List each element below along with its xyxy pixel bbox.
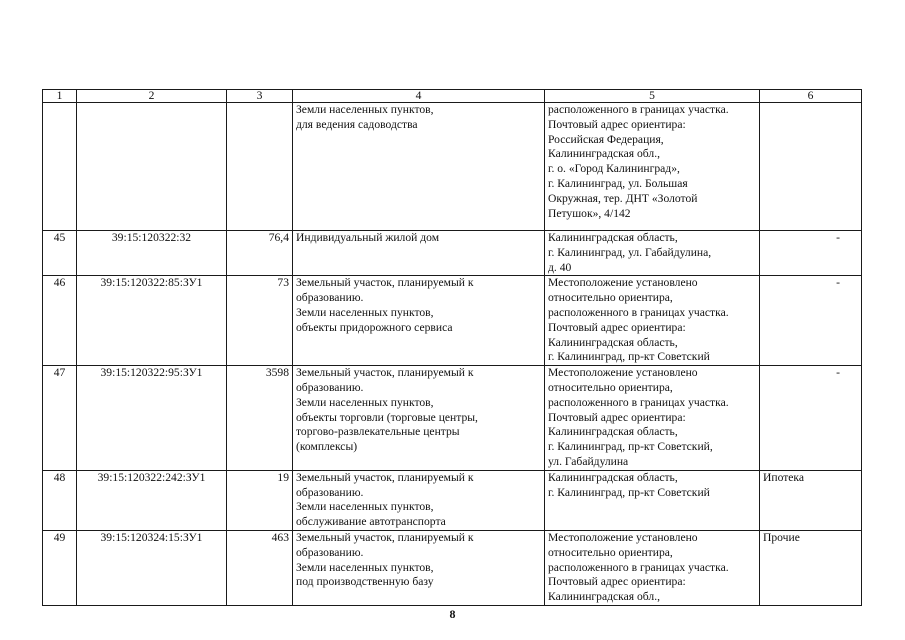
description-cell xyxy=(293,366,545,471)
description-cell xyxy=(293,231,545,276)
address-cell-line: Почтовый адрес ориентира: xyxy=(548,575,686,589)
address-cell-line: г. Калининград, ул. Большая xyxy=(548,176,688,190)
description-cell-line: обслуживание автотранспорта xyxy=(296,515,446,529)
row-number-cell xyxy=(43,276,77,366)
table-row xyxy=(43,231,862,276)
row-number-cell-text: 45 xyxy=(53,231,66,244)
description-cell-line: Земельный участок, планируемый к xyxy=(296,366,474,380)
area-cell xyxy=(227,366,293,471)
row-number-cell xyxy=(43,470,77,530)
encumbrance-cell xyxy=(760,530,862,605)
cadastral-number-cell-text: 39:15:120322:85:ЗУ1 xyxy=(100,276,203,290)
address-cell-line: Местоположение установлено xyxy=(548,276,698,290)
encumbrance-cell xyxy=(760,276,862,366)
address-cell-line: расположенного в границах участка. xyxy=(548,395,729,409)
address-cell-line: г. Калининград, пр-кт Советский xyxy=(548,485,710,499)
description-cell-line: образованию. xyxy=(296,380,364,394)
address-cell-line: Местоположение установлено xyxy=(548,366,698,380)
encumbrance-cell xyxy=(760,231,862,276)
description-cell-line: Земли населенных пунктов, xyxy=(296,395,434,409)
address-cell-line: Местоположение установлено xyxy=(548,530,698,544)
address-cell-line: г. о. «Город Калининград», xyxy=(548,162,680,176)
description-cell-line: Индивидуальный жилой дом xyxy=(296,231,440,244)
address-cell-line: Петушок», 4/142 xyxy=(548,206,631,220)
description-cell-line: Земельный участок, планируемый к xyxy=(296,470,474,484)
column-number: 6 xyxy=(760,90,862,103)
address-cell-line: Российская Федерация, xyxy=(548,132,664,146)
description-cell-line: торгово-развлекательные центры xyxy=(296,425,460,439)
address-cell-line: Калининградская обл., xyxy=(548,590,660,604)
address-cell-line: г. Калининград, пр-кт Советский xyxy=(548,350,710,364)
encumbrance-cell xyxy=(760,470,862,530)
table-row xyxy=(43,470,862,530)
area-cell-text: 463 xyxy=(271,530,289,544)
cadastral-number-cell xyxy=(77,366,227,471)
address-cell-line: Почтовый адрес ориентира: xyxy=(548,410,686,424)
address-cell-line: относительно ориентира, xyxy=(548,380,673,394)
encumbrance-cell-text: Ипотека xyxy=(763,470,805,484)
address-cell-line: расположенного в границах участка. xyxy=(548,103,729,116)
cadastral-number-cell-text: 39:15:120322:95:ЗУ1 xyxy=(100,366,203,380)
table-row xyxy=(43,103,862,231)
cadastral-number-cell xyxy=(77,231,227,276)
address-cell xyxy=(545,103,760,231)
description-cell-line: объекты торговли (торговые центры, xyxy=(296,410,478,424)
row-number-cell-text: 46 xyxy=(53,276,66,290)
row-number-cell xyxy=(43,530,77,605)
description-cell-line: образованию. xyxy=(296,545,364,559)
address-cell-line: Почтовый адрес ориентира: xyxy=(548,320,686,334)
table-row xyxy=(43,276,862,366)
description-cell-line: Земельный участок, планируемый к xyxy=(296,530,474,544)
address-cell-line: Калининградская область, xyxy=(548,335,678,349)
column-number: 1 xyxy=(43,90,77,103)
cadastral-number-cell xyxy=(77,530,227,605)
description-cell-line: объекты придорожного сервиса xyxy=(296,320,453,334)
row-number-cell xyxy=(43,103,77,231)
table-row xyxy=(43,530,862,605)
address-cell-line: Окружная, тер. ДНТ «Золотой xyxy=(548,191,698,205)
description-cell-line: образованию. xyxy=(296,291,364,305)
cadastral-number-cell xyxy=(77,470,227,530)
row-number-cell xyxy=(43,366,77,471)
description-cell-line: Земли населенных пунктов, xyxy=(296,560,434,574)
description-cell-line: Земли населенных пунктов, xyxy=(296,305,434,319)
address-cell-line: Калининградская область, xyxy=(548,425,678,439)
column-number: 3 xyxy=(227,90,293,103)
area-cell-text: 76,4 xyxy=(268,231,289,244)
description-cell-line: Земли населенных пунктов, xyxy=(296,500,434,514)
address-cell-line: расположенного в границах участка. xyxy=(548,305,729,319)
row-number-cell-text: 49 xyxy=(53,530,66,544)
column-number: 4 xyxy=(293,90,545,103)
area-cell xyxy=(227,530,293,605)
description-cell xyxy=(293,276,545,366)
address-cell xyxy=(545,231,760,276)
area-cell-text: 19 xyxy=(277,470,289,484)
area-cell-text: 73 xyxy=(277,276,289,290)
address-cell-line: ул. Габайдулина xyxy=(548,454,629,468)
row-number-cell-text: 48 xyxy=(53,470,66,484)
description-cell-line: Земли населенных пунктов, xyxy=(296,103,434,116)
description-cell xyxy=(293,530,545,605)
address-cell xyxy=(545,366,760,471)
address-cell-line: относительно ориентира, xyxy=(548,545,673,559)
address-cell-line: расположенного в границах участка. xyxy=(548,560,729,574)
address-cell-line: Почтовый адрес ориентира: xyxy=(548,117,686,131)
address-cell xyxy=(545,530,760,605)
description-cell xyxy=(293,103,545,231)
column-number-row xyxy=(43,90,862,103)
address-cell-line: д. 40 xyxy=(548,260,572,274)
address-cell-line: г. Калининград, ул. Габайдулина, xyxy=(548,245,712,259)
area-cell-text: 3598 xyxy=(265,366,289,380)
row-number-cell-text: 47 xyxy=(53,366,66,380)
address-cell-line: г. Калининград, пр-кт Советский, xyxy=(548,440,713,454)
area-cell xyxy=(227,231,293,276)
cadastral-number-cell-text: 39:15:120322:32 xyxy=(111,231,192,244)
cadastral-number-cell xyxy=(77,276,227,366)
parcel-register-table xyxy=(42,89,862,606)
description-cell-line: под производственную базу xyxy=(296,575,434,589)
encumbrance-cell-text: - xyxy=(836,366,840,380)
area-cell xyxy=(227,470,293,530)
encumbrance-cell-text: - xyxy=(836,276,840,290)
encumbrance-cell-text: - xyxy=(836,231,840,244)
encumbrance-cell xyxy=(760,366,862,471)
column-number: 2 xyxy=(77,90,227,103)
description-cell-line: образованию. xyxy=(296,485,364,499)
table-row xyxy=(43,366,862,471)
description-cell-line: для ведения садоводства xyxy=(296,117,418,131)
address-cell-line: Калининградская обл., xyxy=(548,147,660,161)
page-number: 8 xyxy=(449,607,456,621)
area-cell xyxy=(227,276,293,366)
area-cell xyxy=(227,103,293,231)
address-cell xyxy=(545,470,760,530)
row-number-cell xyxy=(43,231,77,276)
description-cell-line: Земельный участок, планируемый к xyxy=(296,276,474,290)
address-cell-line: Калининградская область, xyxy=(548,470,678,484)
column-number: 5 xyxy=(545,90,760,103)
cadastral-number-cell-text: 39:15:120322:242:ЗУ1 xyxy=(97,470,206,484)
cadastral-number-cell-text: 39:15:120324:15:ЗУ1 xyxy=(100,530,203,544)
encumbrance-cell-text: Прочие xyxy=(763,530,800,544)
description-cell-line: (комплексы) xyxy=(296,440,358,454)
address-cell xyxy=(545,276,760,366)
encumbrance-cell xyxy=(760,103,862,231)
address-cell-line: относительно ориентира, xyxy=(548,291,673,305)
description-cell xyxy=(293,470,545,530)
address-cell-line: Калининградская область, xyxy=(548,231,678,244)
cadastral-number-cell xyxy=(77,103,227,231)
